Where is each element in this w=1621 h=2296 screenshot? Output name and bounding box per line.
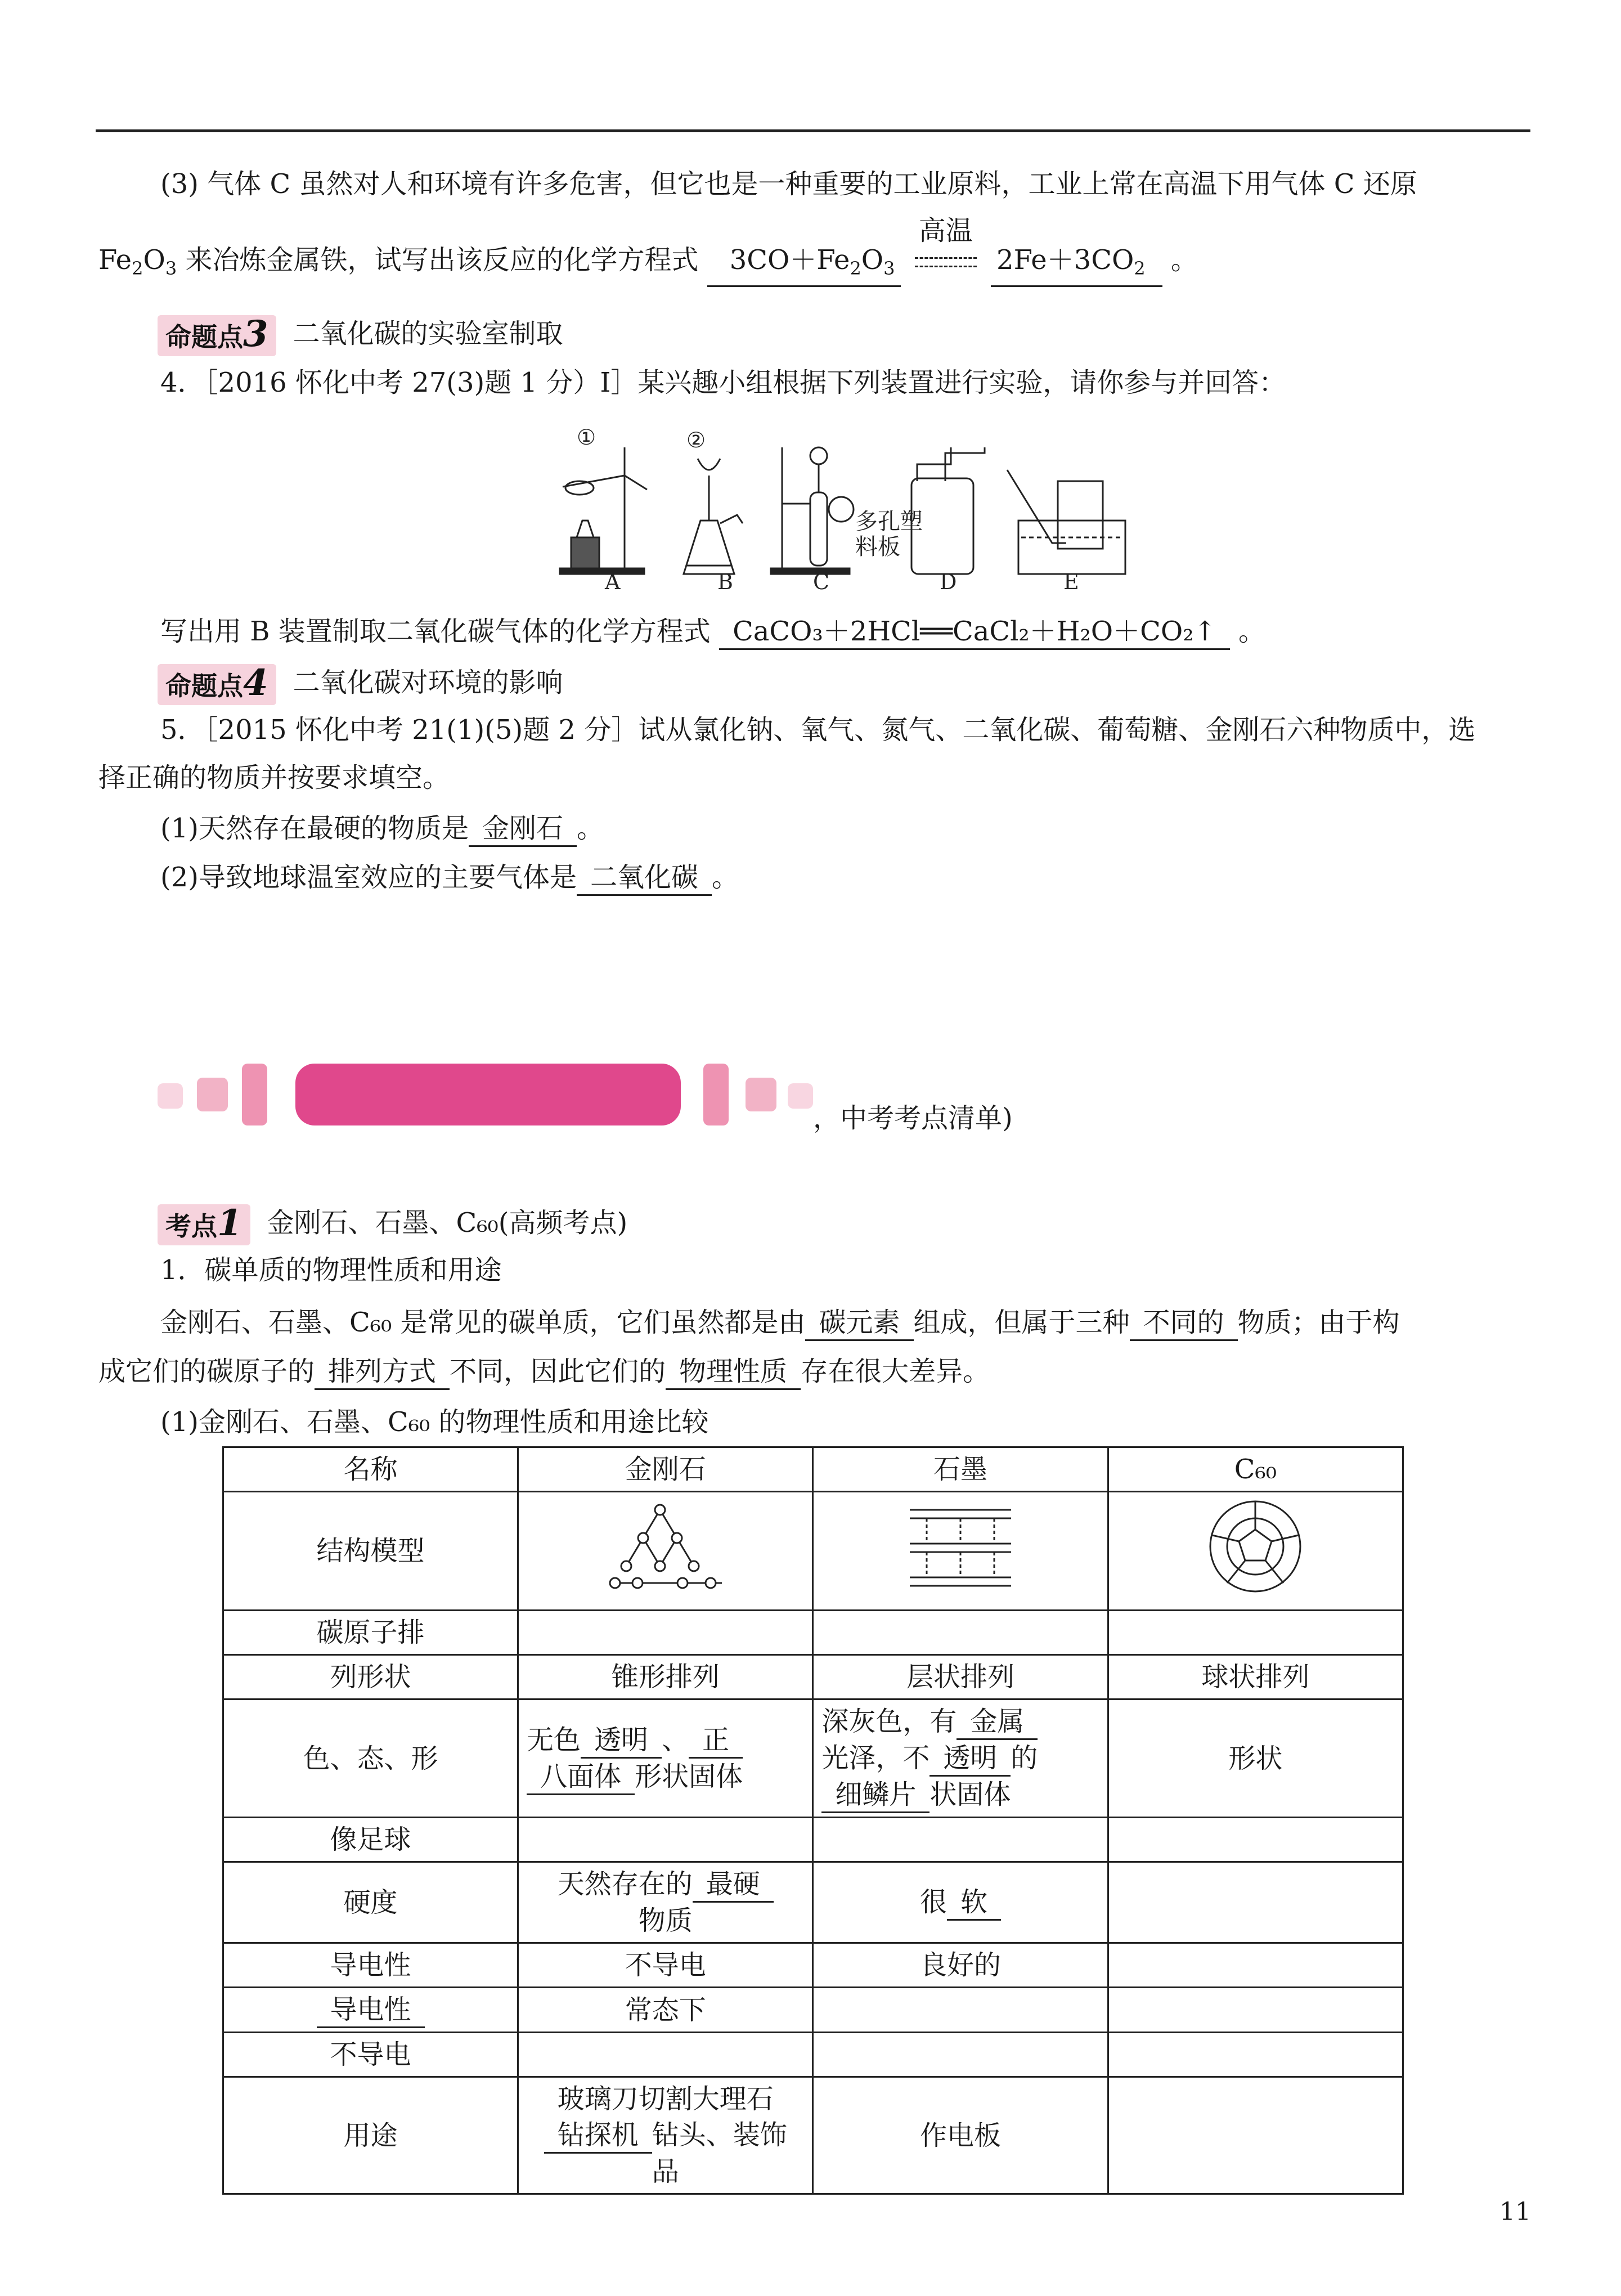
topic-4: 命题点4 二氧化碳对环境的影响 xyxy=(158,664,563,705)
q3-intro: (3) 气体 C 虽然对人和环境有许多危害，但它也是一种重要的工业原料，工业上常在高温下用气体 C 还原 xyxy=(160,168,1417,200)
banner-pill xyxy=(295,1064,681,1125)
table-row: 用途 玻璃刀切割大理石 钻探机 钻头、装饰 品 作电板 xyxy=(223,2077,1403,2194)
graphite-structure-icon xyxy=(904,1499,1017,1594)
kaodian-1: 考点1 金刚石、石墨、C₆₀(高频考点) xyxy=(158,1204,627,1245)
test-tube-c xyxy=(810,492,827,566)
table-row: 名称 金刚石 石墨 C₆₀ xyxy=(223,1447,1403,1492)
section-heading: 1．碳单质的物理性质和用途 xyxy=(160,1254,502,1286)
label-a: A xyxy=(605,569,621,591)
c60-structure-icon xyxy=(1202,1496,1309,1597)
svg-text:料板: 料板 xyxy=(855,534,900,560)
q5-line2: 择正确的物质并按要求填空。 xyxy=(98,762,450,793)
page-number: 11 xyxy=(1499,2198,1531,2226)
diamond-structure-icon xyxy=(604,1499,728,1594)
table-row: 像足球 xyxy=(223,1818,1403,1862)
s1-sub: (1)金刚石、石墨、C₆₀ 的物理性质和用途比较 xyxy=(160,1406,709,1438)
collecting-bottle-icon xyxy=(1058,481,1103,549)
q5-2: (2)导致地球温室效应的主要气体是 二氧化碳 。 xyxy=(160,859,739,896)
label-c: C xyxy=(813,569,830,591)
q5-1: (1)天然存在最硬的物质是 金刚石 。 xyxy=(160,810,604,847)
q3-condition: 高温 xyxy=(909,242,982,278)
q3-answer-left: 3CO＋Fe xyxy=(729,244,850,276)
q4-answer-line: 写出用 B 装置制取二氧化碳气体的化学方程式 CaCO₃＋2HCl══CaCl₂＋H₂O＋CO₂↑ 。 xyxy=(160,613,1265,650)
table-row: 碳原子排 xyxy=(223,1611,1403,1655)
lamp-icon xyxy=(571,537,599,568)
svg-text:多孔塑: 多孔塑 xyxy=(855,509,923,535)
test-tube-a xyxy=(563,476,647,490)
table-row: 结构模型 xyxy=(223,1492,1403,1611)
q3-answer-right: 2Fe＋3CO xyxy=(996,244,1134,276)
s1-para-1: 金刚石、石墨、C₆₀ 是常见的碳单质，它们虽然都是由 碳元素 组成，但属于三种 不同的 物质；由于构 xyxy=(160,1304,1400,1341)
label-d: D xyxy=(940,569,957,591)
stopcock-icon xyxy=(810,447,827,464)
q3-line2: $Fe_2O_3$ 来冶炼金属铁，试写出该反应的化学方程式 $3CO+Fe_2O_3$ 高温 $2Fe+3CO_2$ 。 xyxy=(98,242,1198,287)
mark-1: ① xyxy=(577,425,596,450)
label-e: E xyxy=(1063,569,1079,591)
label-b: B xyxy=(717,569,733,591)
q4: 4．［2016 怀化中考 27(3)题 1 分）Ⅰ］某兴趣小组根据下列装置进行实验，请你参与并回答： xyxy=(160,367,1286,398)
table-row: 不导电 xyxy=(223,2033,1403,2077)
q5-line1: 5．［2015 怀化中考 21(1)(5)题 2 分］试从氯化钠、氧气、氮气、二氧化碳、葡萄糖、金刚石六种物质中，选 xyxy=(160,714,1476,746)
table-row: 列形状 锥形排列 层状排列 球状排列 xyxy=(223,1655,1403,1699)
topic-tag: 命题点3 xyxy=(158,315,276,356)
table-row: 色、态、形 无色 透明 、 正 八面体 形状固体 深灰色，有 金属 光泽，不 透明 的 细鳞片 状固体 形状 xyxy=(223,1699,1403,1818)
q4-answer: CaCO₃＋2HCl══CaCl₂＋H₂O＋CO₂↑ xyxy=(719,615,1230,650)
q3-prefix: 来冶炼金属铁，试写出该反应的化学方程式 xyxy=(185,244,699,276)
banner-caption: ，中考考点清单) xyxy=(813,1102,1013,1134)
carbon-comparison-table xyxy=(222,1446,1404,2195)
funnel-icon xyxy=(698,459,720,470)
table-row: 硬度 天然存在的 最硬 物质 很 软 xyxy=(223,1862,1403,1943)
table-row: 导电性 常态下 xyxy=(223,1988,1403,2033)
s1-para-2: 成它们的碳原子的 排列方式 不同，因此它们的 物理性质 存在很大差异。 xyxy=(98,1353,990,1390)
trough-icon xyxy=(1018,521,1125,574)
flame-icon xyxy=(577,521,594,537)
table-row: 导电性 不导电 良好的 xyxy=(223,1943,1403,1988)
apparatus-figure xyxy=(557,425,1137,591)
topic-3: 命题点3 二氧化碳的实验室制取 xyxy=(158,315,563,356)
top-rule xyxy=(96,129,1530,132)
stand-base xyxy=(560,568,644,574)
mark-2: ② xyxy=(686,428,706,452)
porous-plate-icon xyxy=(829,497,854,522)
